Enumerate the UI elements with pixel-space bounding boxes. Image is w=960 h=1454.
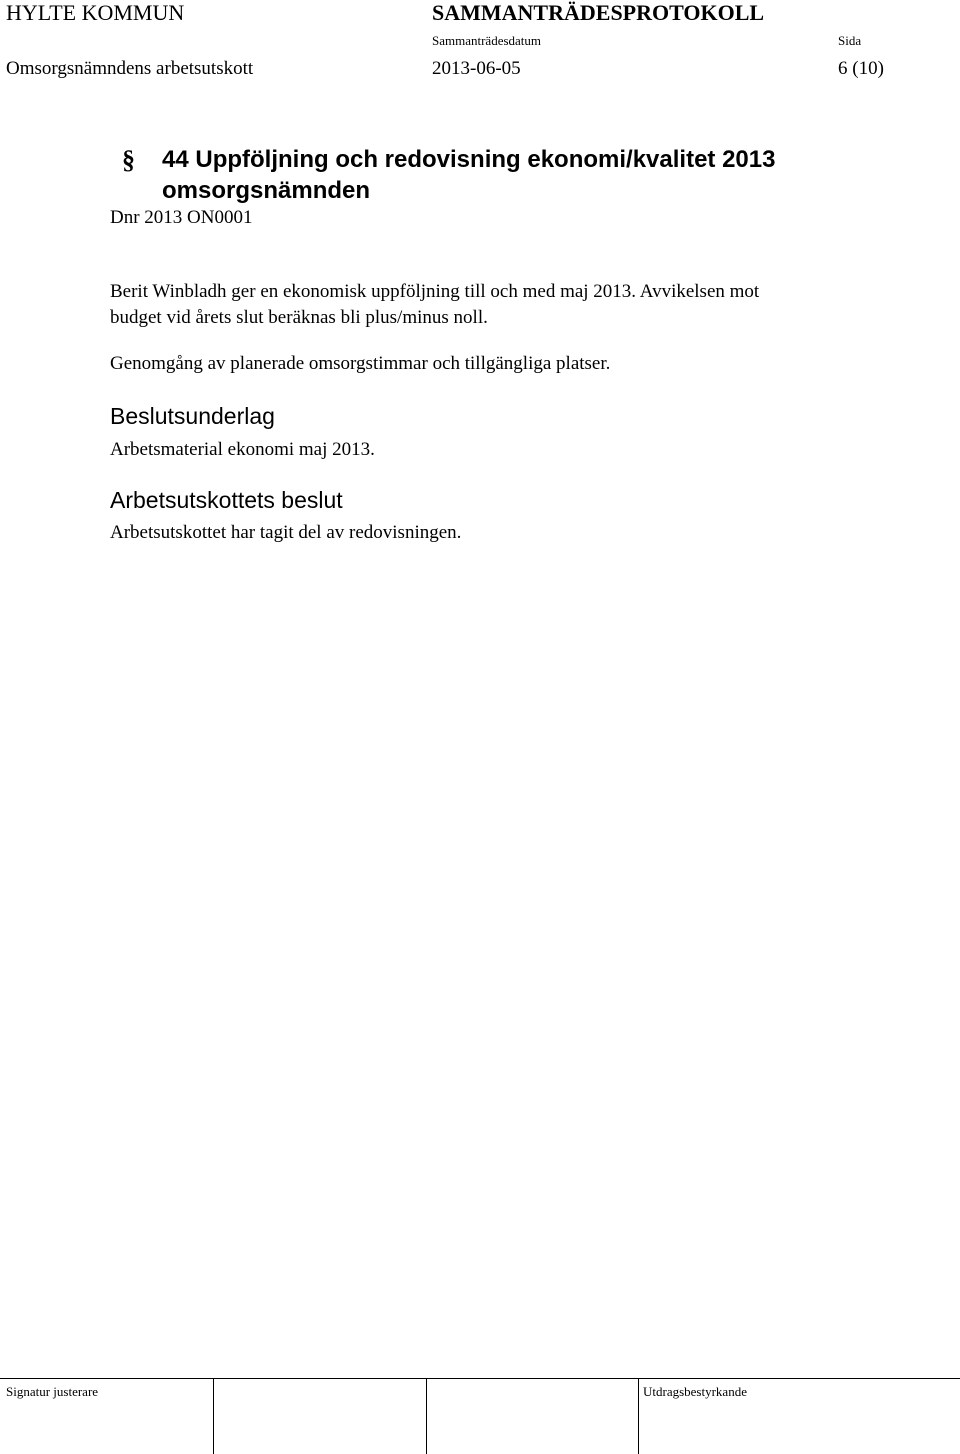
footer-divider	[213, 1379, 214, 1454]
page-number: 6 (10)	[838, 58, 884, 79]
organization-name: HYLTE KOMMUN	[6, 0, 185, 25]
basis-text: Arbetsmaterial ekonomi maj 2013.	[110, 439, 375, 460]
case-number: Dnr 2013 ON0001	[110, 207, 253, 228]
paragraph-2: Genomgång av planerade omsorgstimmar och tillgängliga platser.	[110, 353, 611, 374]
meeting-date: 2013-06-05	[432, 58, 521, 79]
footer-divider	[426, 1379, 427, 1454]
section-title-line2: omsorgsnämnden	[162, 177, 371, 204]
footer-top-rule	[0, 1378, 960, 1379]
section-sign: §	[122, 145, 135, 174]
paragraph-1-line-2: budget vid årets slut beräknas bli plus/minus noll.	[110, 307, 488, 328]
paragraph-1-line-1: Berit Winbladh ger en ekonomisk uppföljning till och med maj 2013. Avvikelsen mot	[110, 281, 760, 302]
meeting-date-label: Sammanträdesdatum	[432, 33, 542, 48]
document-type: SAMMANTRÄDESPROTOKOLL	[432, 0, 765, 25]
decision-heading: Arbetsutskottets beslut	[110, 487, 343, 513]
decision-text: Arbetsutskottet har tagit del av redovisningen.	[110, 522, 462, 543]
signature-label: Signatur justerare	[6, 1384, 99, 1399]
basis-heading: Beslutsunderlag	[110, 403, 275, 429]
committee-name: Omsorgsnämndens arbetsutskott	[6, 58, 254, 79]
extract-certification-label: Utdragsbestyrkande	[643, 1384, 747, 1399]
footer-divider	[638, 1379, 639, 1454]
page-label: Sida	[838, 33, 862, 48]
section-title-line1: 44 Uppföljning och redovisning ekonomi/kvalitet 2013	[162, 146, 776, 173]
